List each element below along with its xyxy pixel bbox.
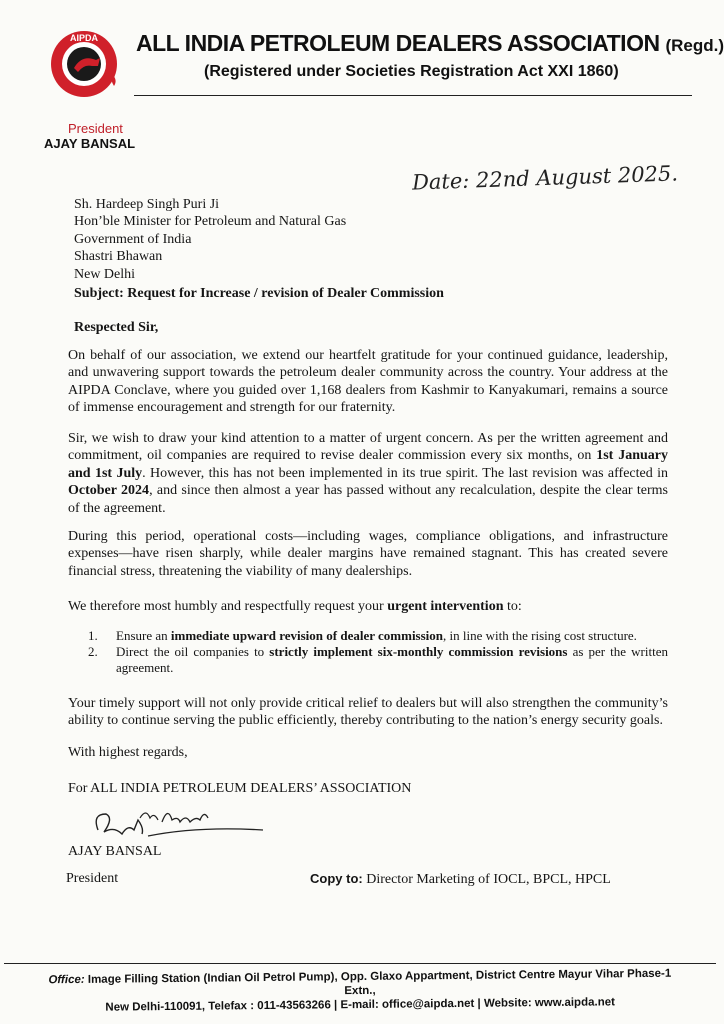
recipient-address (74, 196, 346, 283)
copy-to-text: Director Marketing of IOCL, BPCL, HPCL (362, 872, 611, 887)
text-run: We therefore most humbly and respectfully request your (68, 599, 388, 614)
paragraph-gratitude: On behalf of our association, we extend our heartfelt gratitude for your continued guidance, leadership, and unwavering support towards the petroleum dealer community across the country. Your address at the AIPDA Conclave, where you guided over 1,168 dealers from Kashmir to Kanyakumari, remains a source of immense encouragement and strength for our fraternity. (68, 348, 668, 416)
recipient-line: Hon’ble Minister for Petroleum and Natural Gas (74, 214, 347, 230)
text-run: Ensure an (116, 628, 171, 643)
text-run: , and since then almost a year has passed without any recalculation, despite the clear terms of the agreement. (68, 483, 668, 516)
text-run: as per the written agreement. (116, 644, 668, 675)
handwritten-date: Date: 22nd August 2025. (411, 161, 679, 195)
org-name-text: ALL INDIA PETROLEUM DEALERS ASSOCIATION (136, 30, 660, 56)
paragraph-costs: During this period, operational costs—including wages, compliance obligations, and infrastructure expenses—have risen sharply, while dealer margins have remained stagnant. This has created severe financial stress, threatening the viability of many dealerships. (68, 529, 668, 579)
paragraph-concern (68, 430, 668, 517)
header-divider (134, 95, 692, 96)
footer-address (40, 967, 680, 1016)
bold-run: 1st January and 1st July (68, 448, 668, 481)
paragraph-closing: Your timely support will not only provide critical relief to dealers but will also strengthen the community’s ability to continue serving the public efficiently, thereby contributing to the nation’s energy security goals. (68, 696, 668, 729)
bold-run: urgent intervention (387, 599, 504, 614)
list-item (88, 628, 668, 644)
paragraph-request (68, 598, 668, 615)
regards: With highest regards, (68, 745, 188, 760)
recipient-line: New Delhi (74, 266, 136, 282)
bold-run: October 2024 (68, 483, 150, 499)
recipient-line: Government of India (74, 231, 192, 247)
text-run: . However, this has not been implemented in its true spirit. The last revision was affected in (142, 465, 668, 481)
copy-to-label: Copy to: (310, 871, 363, 886)
bold-run: immediate upward revision of dealer commission (170, 628, 444, 643)
text-run: , in line with the rising cost structure. (443, 628, 637, 643)
president-name: AJAY BANSAL (44, 136, 136, 151)
list-item (88, 644, 668, 676)
footer-text: Image Filling Station (Indian Oil Petrol Pump), Opp. Glaxo Appartment, District Centre Mayur Vihar Phase-1 Extn., (84, 967, 672, 998)
for-organization: For ALL INDIA PETROLEUM DEALERS’ ASSOCIATION (68, 781, 412, 796)
list-number: 2. (88, 644, 98, 659)
signer-title: President (66, 871, 119, 886)
footer-divider (4, 963, 716, 964)
recipient-line: Sh. Hardeep Singh Puri Ji (74, 197, 220, 212)
bold-run: strictly implement six-monthly commission revisions (269, 644, 568, 659)
office-label: Office: (48, 973, 85, 987)
copy-to (310, 870, 611, 888)
subject-line: Subject: Request for Increase / revision of Dealer Commission (74, 286, 444, 301)
org-name (136, 30, 724, 57)
aipda-logo (48, 24, 124, 100)
text-run: to: (503, 599, 522, 614)
president-role: President (68, 121, 123, 136)
footer-line-2: New Delhi-110091, Telefax : 011-43563266 | E-mail: office@aipda.net | Website: www.aipda.net (105, 996, 615, 1014)
registration-line: (Registered under Societies Registration Act XXI 1860) (204, 63, 619, 80)
signer-name: AJAY BANSAL (68, 844, 162, 859)
salutation: Respected Sir, (74, 320, 159, 335)
recipient-line: Shastri Bhawan (74, 249, 163, 265)
logo-text: AIPDA (69, 33, 99, 43)
regd-label: (Regd.) (665, 36, 724, 55)
request-list (88, 628, 668, 676)
list-number: 1. (88, 628, 98, 643)
text-run: Direct the oil companies to (116, 644, 270, 659)
text-run: Sir, we wish to draw your kind attention to a matter of urgent concern. As per the written agreement and commitment, oil companies are required to revise dealer commission every six months, on (68, 431, 668, 464)
